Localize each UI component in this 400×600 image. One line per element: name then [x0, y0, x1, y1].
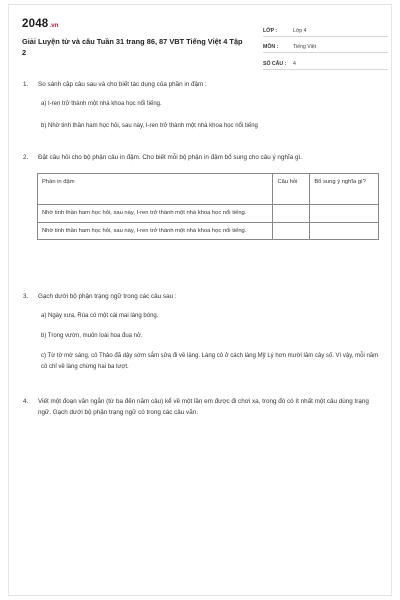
- table-cell[interactable]: [273, 222, 310, 240]
- table-cell: Nhờ tinh thần ham học hỏi, sau này, I-ren trở thành một nhà khoa học nổi tiếng.: [38, 222, 273, 240]
- table-cell: Nhờ tinh thần ham học hỏi, sau này, I-ren trở thành một nhà khoa học nổi tiếng.: [38, 205, 273, 223]
- page-title: Giải Luyện từ và câu Tuần 31 trang 86, 87 VBT Tiếng Việt 4 Tập 2: [22, 37, 243, 57]
- question-1: 1. So sánh cặp câu sau và cho biết tác dụng của phần in đậm :: [23, 81, 207, 88]
- answer-table: [37, 173, 379, 240]
- meta-subject: MÔN : Tiếng Việt: [263, 38, 388, 54]
- question-3: 3. Gạch dưới bộ phận trạng ngữ trong các câu sau :: [23, 293, 177, 300]
- meta-question-count: SỐ CÂU : 4: [263, 54, 388, 70]
- table-cell[interactable]: [310, 222, 379, 240]
- table-row: [38, 222, 379, 240]
- table-header-cell: Bổ sung ý nghĩa gì?: [310, 174, 379, 205]
- table-row: [38, 205, 379, 223]
- meta-class: LỚP : Lớp 4: [263, 21, 388, 37]
- question-3-item-b: b) Trong vườn, muôn loài hoa đua nở.: [41, 333, 143, 339]
- question-3-item-c: c) Từ tờ mờ sáng, cô Thảo đã dậy sớm sắm sửa đi về làng. Làng cô ở cách làng Mỹ Lý hơn mười lăm cây số. Vì vậy, mỗi năm cô chỉ về làng chừng hai ba lượt.: [41, 353, 379, 370]
- table-cell[interactable]: [273, 205, 310, 223]
- question-2: 2. Đặt câu hỏi cho bộ phận câu in đậm. Cho biết mỗi bộ phận in đậm bổ sung cho câu ý nghĩa gì.: [23, 154, 302, 161]
- table-header-cell: Phần in đậm: [38, 174, 273, 205]
- question-3-item-a: a) Ngày xưa, Rùa có một cái mai láng bóng.: [41, 313, 159, 319]
- table-header-cell: Câu hỏi: [273, 174, 310, 205]
- question-1-item-b: b) Nhờ tinh thần ham học hỏi, sau này, I-ren trở thành một nhà khoa học nổi tiếng: [41, 123, 258, 129]
- site-logo[interactable]: 2048.vn: [22, 18, 59, 30]
- meta-info: [263, 21, 388, 71]
- question-4: 4. Viết một đoạn văn ngắn (từ ba đến năm câu) kể về một lần em được đi chơi xa, trong đó có ít nhất một câu dùng trạng ngữ. Gạch dưới bộ phận trạng ngữ có trong các câu văn.: [23, 398, 369, 416]
- table-header-row: [38, 174, 379, 205]
- question-1-item-a: a) I-ren trở thành một nhà khoa học nổi tiếng.: [41, 101, 162, 107]
- table-cell[interactable]: [310, 205, 379, 223]
